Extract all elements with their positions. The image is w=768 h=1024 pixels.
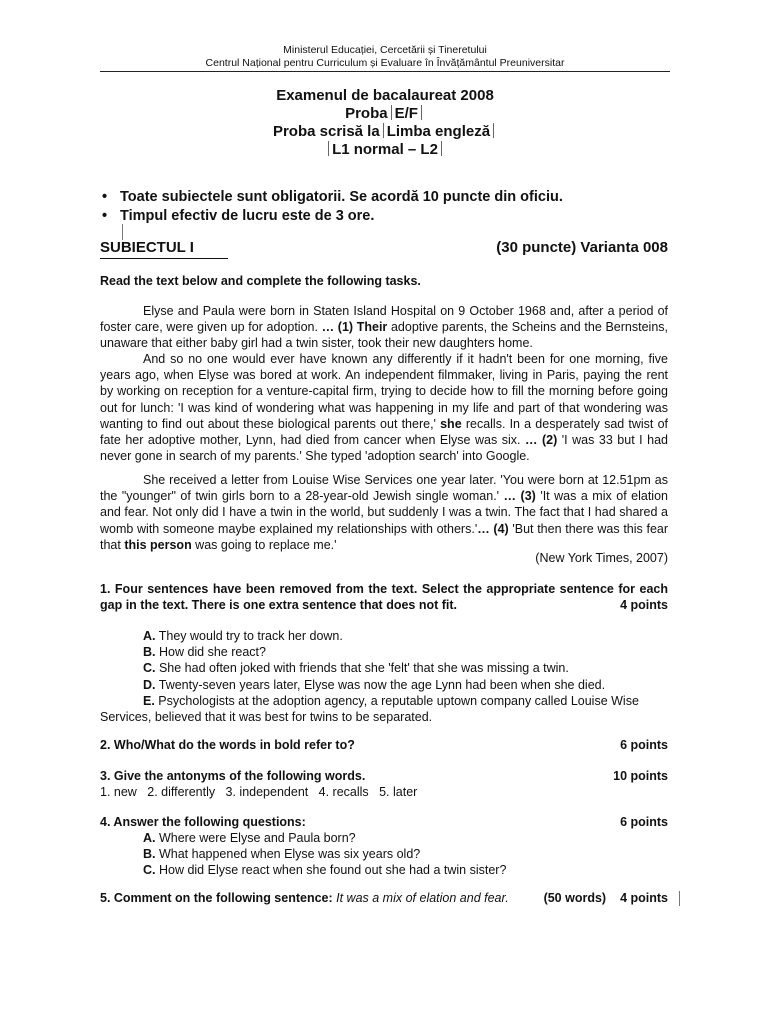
passage-text: Elyse and Paula were born in Staten Island Hospital on 9 October 1968 and, after a period of foster care, were given up for adoption. [100,304,668,335]
question-item [100,830,668,846]
subject-underline [100,258,228,259]
question-5-text [100,890,509,906]
ministry-header: Ministerul Educației, Cercetării și Tineretului [283,44,487,56]
subject-label: SUBIECTUL I [100,239,194,256]
question-row [100,814,668,830]
item-text: How did Elyse react when she found out she had a twin sister? [155,863,507,878]
instruction-item: • Timpul efectiv de lucru este de 3 ore. [100,207,670,226]
question-text: 5. Comment on the following sentence: [100,891,337,905]
points-label: 6 points [620,738,668,752]
question-item [100,846,668,862]
passage-text: 'I was 33 but I had never gone in search of my parents.' She typed 'adoption search' into Google. [100,433,669,464]
points-label: 10 points [613,769,668,783]
question-3 [100,768,668,800]
field-marker [391,105,392,120]
question-5 [100,890,668,906]
question-row [100,890,668,906]
passage-text: adoptive parents, the Scheins and the Bernsteins, unaware that either baby girl had a twin sister, took their new daughters home. [100,320,668,351]
proba-value: E/F [394,105,418,122]
field-marker [328,141,329,156]
item-text: Where were Elyse and Paula born? [155,831,356,845]
option-text: Twenty-seven years later, Elyse was now the age Lynn had been when she died. [155,677,606,692]
question-text: 1. Four sentences have been removed from the text. Select the appropriate sentence for each gap in the text. There is one extra sentence that does not fit. [100,582,668,613]
question-row [100,768,668,784]
item-letter: A. [143,831,156,845]
bold-word: she [440,416,462,431]
antonym-words: 1. new 2. differently 3. independent 4. recalls 5. later [100,785,418,799]
passage-text: was going to replace me.' [191,537,337,552]
option-letter: D. [143,677,156,692]
field-marker [122,224,123,240]
option-item [100,677,668,693]
subject-label: Proba scrisă la [272,123,380,140]
option-item [100,693,668,725]
item-letter: B. [143,847,156,862]
passage-text: 'But then there was this fear that [100,521,669,552]
passage-text: And so no one would ever have known any differently if it hadn't been for one morning, five years ago, when Elyse was bored at work. An independent filmmaker, living in Paris, paying the rent by working on reception for a venture-capital firm, trying to decide how to fill the morning before going out for lunch: 'I was kind of wondering what was happening in my life and part of that wondering was wanting to find out about these biological parents out there,' [100,352,668,431]
question-1-points [100,597,668,613]
word-count: (50 words) [543,891,607,905]
passage-paragraph-3 [100,472,668,553]
option-letter: E. [143,693,155,708]
instructions-list [100,188,670,226]
gap-marker: … (3) [503,489,536,504]
exam-subject-line [100,123,670,140]
proba-label: Proba [345,105,388,122]
option-letter: C. [143,661,156,676]
gap-marker: … (2) [524,433,558,448]
question-4 [100,814,668,879]
item-letter: C. [143,863,156,878]
gap-marker: … (1) [321,320,357,335]
passage-source: (New York Times, 2007) [535,551,668,565]
gap-marker: … (4) [477,521,509,536]
field-marker [493,123,494,138]
center-header: Centrul Național pentru Curriculum și Evaluare în Învățământul Preuniversitar [205,57,565,69]
field-marker [421,105,422,120]
level-value: L1 normal – L2 [332,141,438,158]
option-text: She had often joked with friends that she 'felt' that she was missing a twin. [155,661,569,676]
question-text: 2. Who/What do the words in bold refer to? [100,738,355,752]
subject-points-variant: (30 puncte) Varianta 008 [496,239,668,256]
option-letter: B. [143,645,156,660]
instruction-item: • Toate subiectele sunt obligatorii. Se acordă 10 puncte din oficiu. [100,188,670,207]
exam-level [100,141,670,158]
passage-text: 'It was a mix of elation and fear. Not only did I have a twin in the world, but suddenly I was a twin. The fact that I had shared a womb with someone maybe explained my relationships with others.' [100,489,668,536]
option-item [100,644,668,660]
task-intro: Read the text below and complete the following tasks. [100,274,421,288]
question-5-meta [544,890,668,906]
option-letter: A. [143,629,156,643]
exam-title: Examenul de bacalaureat 2008 [276,87,494,104]
option-item [100,660,668,676]
exam-proba [100,105,670,122]
points-label: 4 points [620,891,668,905]
option-text: They would try to track her down. [155,629,343,643]
question-text: 3. Give the antonyms of the following words. [100,769,366,783]
points-label: 4 points [620,598,668,612]
bold-word: Their [356,320,388,335]
question-text: 4. Answer the following questions: [100,815,306,829]
item-text: What happened when Elyse was six years old? [155,847,421,862]
header-divider [100,71,670,72]
field-marker [441,141,442,156]
points-label: 6 points [620,815,668,829]
field-marker [383,123,384,138]
option-item [100,628,668,644]
question-item [100,862,668,878]
subject-value: Limba engleză [386,123,491,140]
passage-text: She received a letter from Louise Wise Services one year later. 'You were born at 12.51pm as the "younger" of twin girls born to a 28-year-old Jewish single woman.' [100,473,668,504]
question-1-options [100,628,668,725]
passage-paragraph-2 [100,351,668,464]
question-2 [100,737,668,753]
question-row [100,737,668,753]
bold-word: this person [124,537,192,552]
quoted-sentence: It was a mix of elation and fear. [336,891,509,905]
option-text: Psychologists at the adoption agency, a reputable uptown company called Louise Wise Services, believed that it was best for twins to be separated. [100,693,639,725]
field-marker [679,891,680,906]
passage-paragraph-1 [100,303,668,352]
option-text: How did she react? [155,645,266,660]
passage-text: recalls. In a desperately sad twist of fate her adoptive mother, Lynn, had died from cancer when Elyse was six. [100,416,668,448]
